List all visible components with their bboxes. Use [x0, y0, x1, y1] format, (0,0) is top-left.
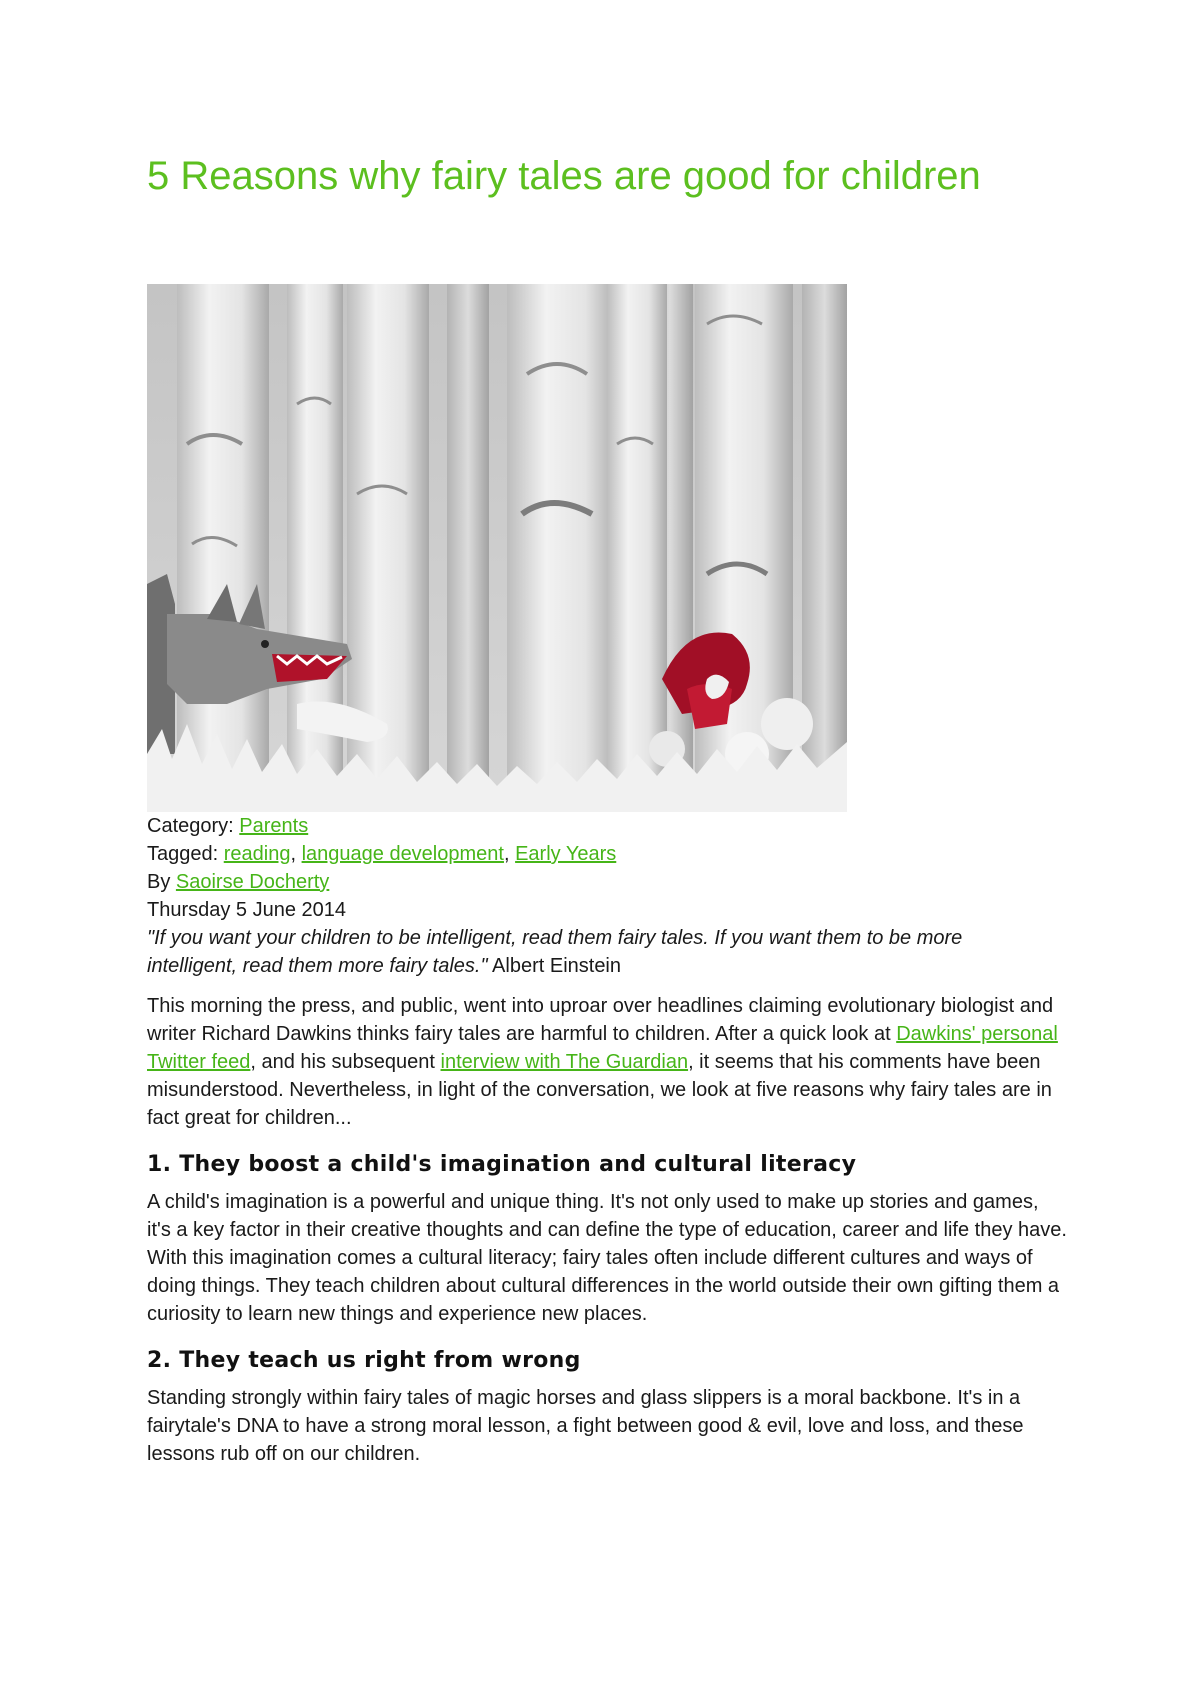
by-label: By: [147, 871, 176, 893]
intro-paragraph: [147, 992, 1067, 1132]
intro-text: This morning the press, and public, went into uproar over headlines claiming evolutionary biologist and writer Richard Dawkins thinks fairy tales are harmful to children. After a quick look at: [147, 995, 1054, 1045]
tag-link-language-development[interactable]: language development: [301, 843, 504, 865]
quote-author: Albert Einstein: [487, 955, 622, 977]
author-link[interactable]: Saoirse Docherty: [175, 871, 330, 893]
article-meta: [147, 812, 1047, 980]
section-heading-1: 1. They boost a child's imagination and cultural literacy: [147, 1152, 857, 1177]
section-paragraph-1: A child's imagination is a powerful and unique thing. It's not only used to make up stories and games, it's a key factor in their creative thoughts and can define the type of education, career and life they have. With this imagination comes a cultural literacy; fairy tales often include different cultures and ways of doing things. They teach children about cultural differences in the world outside their own gifting them a curiosity to learn new things and experience new places.: [147, 1191, 1067, 1325]
tags-line: [147, 840, 1047, 868]
tag-link-reading[interactable]: reading: [223, 843, 291, 865]
category-line: [147, 812, 1047, 840]
twitter-feed-link[interactable]: Dawkins' personal Twitter feed: [147, 1023, 1058, 1073]
tag-separator: ,: [503, 843, 516, 865]
tag-separator: ,: [290, 843, 302, 865]
quote-text: "If you want your children to be intelligent, read them fairy tales. If you want them to be more intelligent, read them more fairy tales.": [147, 927, 963, 977]
section-heading-2: 2. They teach us right from wrong: [147, 1348, 581, 1373]
category-link[interactable]: Parents: [239, 815, 309, 837]
tag-link-early-years[interactable]: Early Years: [515, 843, 617, 865]
intro-text: , it seems that his comments have been misunderstood. Nevertheless, in light of the conversation, we look at five reasons why fairy tales are in fact great for children...: [147, 1051, 1052, 1129]
einstein-quote: [147, 924, 1047, 980]
category-label: Category:: [147, 815, 240, 837]
byline: [147, 868, 1047, 896]
tagged-label: Tagged:: [147, 843, 224, 865]
article-body: [147, 992, 1067, 1468]
publish-date: Thursday 5 June 2014: [147, 899, 347, 921]
page-title: 5 Reasons why fairy tales are good for children: [147, 154, 981, 198]
intro-text: , and his subsequent: [250, 1051, 441, 1073]
paper-forest-illustration: [147, 284, 847, 812]
section-paragraph-2: Standing strongly within fairy tales of magic horses and glass slippers is a moral backbone. It's in a fairytale's DNA to have a strong moral lesson, a fight between good & evil, love and loss, and these lessons rub off on our children.: [147, 1387, 1024, 1465]
hero-image: [147, 284, 847, 812]
guardian-interview-link[interactable]: interview with The Guardian: [440, 1051, 689, 1073]
